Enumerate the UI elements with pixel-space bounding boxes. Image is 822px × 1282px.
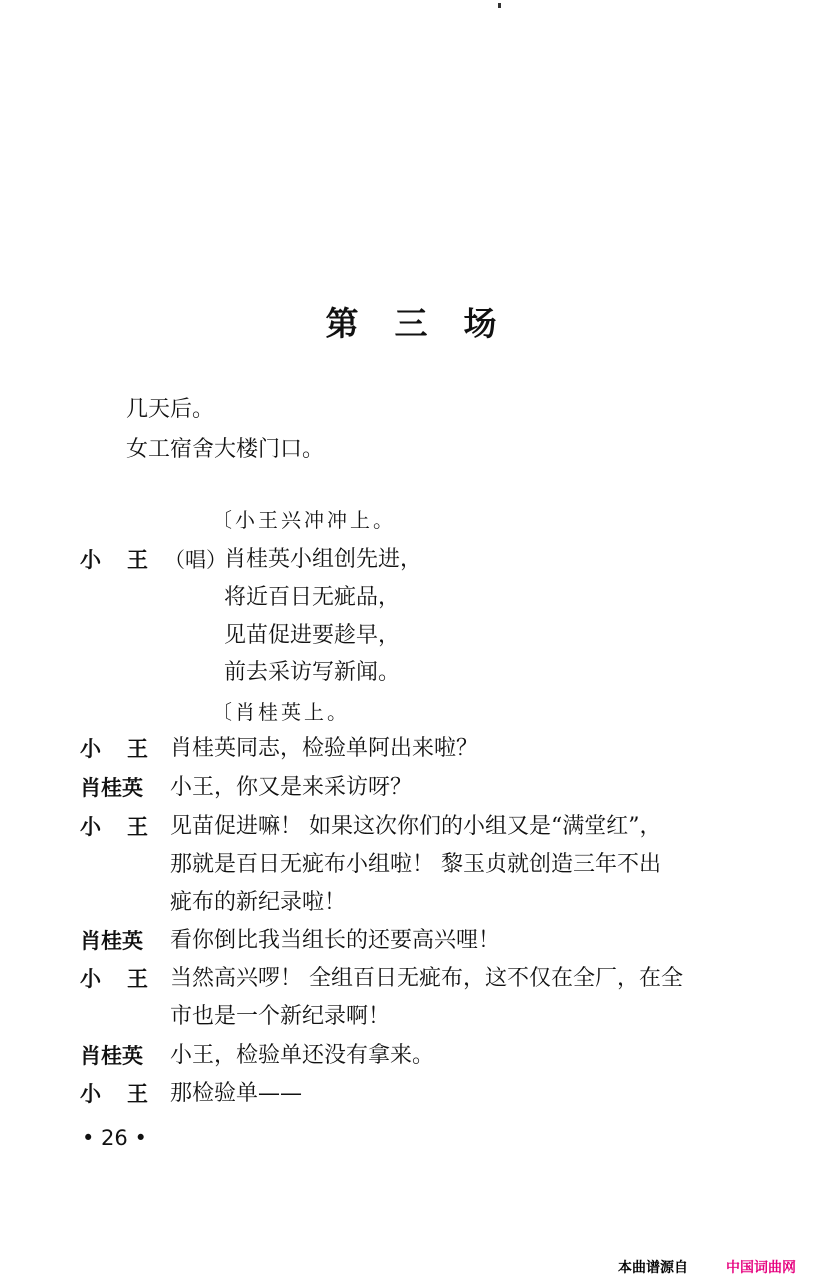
title-char: 场: [463, 304, 497, 343]
dialogue-line: 当然高兴啰！ 全组百日无疵布，这不仅在全厂，在全: [170, 966, 683, 991]
dialogue-line: 见苗促进嘛！ 如果这次你们的小组又是“满堂红”，: [170, 814, 662, 839]
title-char: 三: [394, 304, 428, 343]
dialogue-line: 那就是百日无疵布小组啦！ 黎玉贞就创造三年不出: [170, 852, 661, 877]
dialogue-line: 小王，你又是来采访呀？: [170, 775, 413, 800]
stage-direction: 〔肖桂英上。: [212, 700, 350, 724]
speaker-label: 小王: [80, 548, 174, 572]
title-char: 第: [325, 304, 359, 343]
dialogue-line: 市也是一个新纪录啊！: [170, 1004, 391, 1029]
dialogue-line: 看你倒比我当组长的还要高兴哩！: [170, 928, 501, 953]
verse-line: 将近百日无疵品，: [224, 585, 401, 610]
speaker-label: 肖桂英: [80, 1044, 143, 1068]
speaker-label: 小王: [80, 815, 174, 839]
watermark-site-link[interactable]: 中国词曲网: [726, 1260, 796, 1276]
verse-line: 见苗促进要趁早，: [224, 623, 401, 648]
verse-line: 肖桂英小组创先进，: [224, 547, 423, 572]
stage-direction: 〔小王兴冲冲上。: [212, 508, 396, 532]
watermark-prefix: 本曲谱源自: [618, 1260, 688, 1276]
page-number: • 26 •: [82, 1126, 147, 1150]
scene-title: [0, 298, 822, 345]
sing-tag: （唱）: [164, 548, 227, 572]
dialogue-line: 小王，检验单还没有拿来。: [170, 1043, 435, 1068]
verse-line: 前去采访写新闻。: [224, 660, 401, 685]
speaker-label: 肖桂英: [80, 776, 143, 800]
speaker-label: 小王: [80, 737, 174, 761]
dialogue-line: 疵布的新纪录啦！: [170, 890, 347, 915]
scan-speck: [498, 3, 501, 8]
setting-time: 几天后。: [126, 397, 215, 422]
speaker-label: 肖桂英: [80, 929, 143, 953]
dialogue-line: 那检验单——: [170, 1081, 303, 1106]
dialogue-line: 肖桂英同志，检验单阿出来啦？: [170, 736, 479, 761]
speaker-label: 小王: [80, 967, 174, 991]
setting-place: 女工宿舍大楼门口。: [126, 437, 325, 462]
speaker-label: 小王: [80, 1082, 174, 1106]
